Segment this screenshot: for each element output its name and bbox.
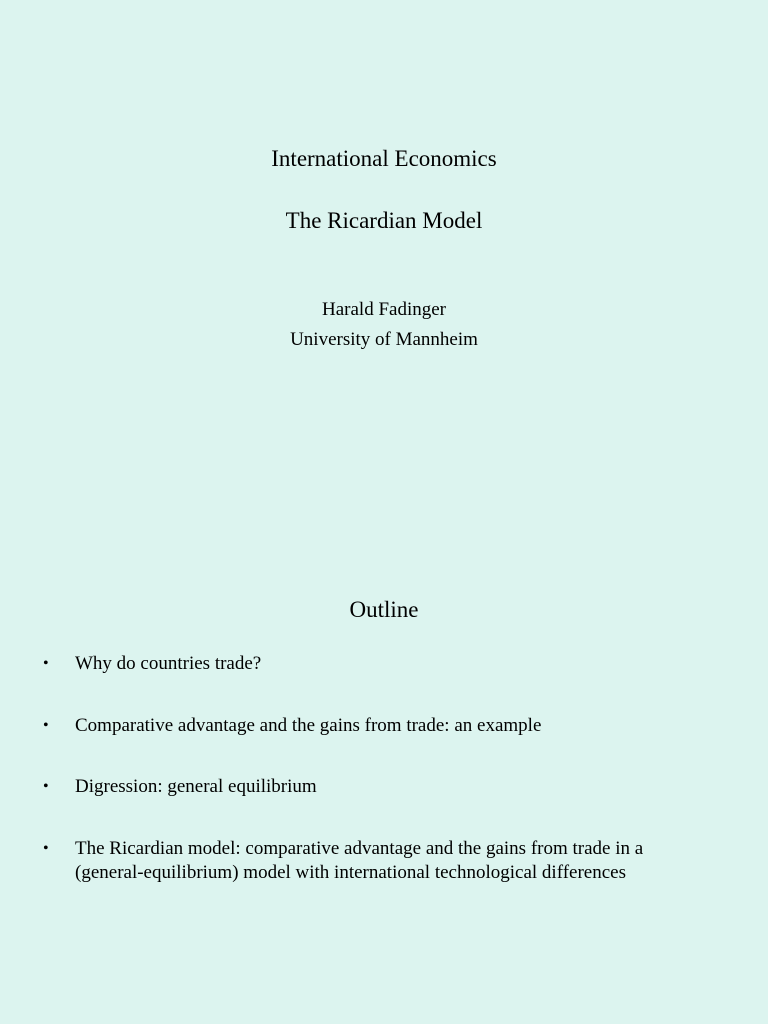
list-item-line: (general-equilibrium) model with international technological differences: [75, 862, 626, 883]
list-item-text: Comparative advantage and the gains from trade: an example: [75, 715, 542, 736]
list-item-text: Why do countries trade?: [75, 653, 262, 674]
bullet-icon: •: [43, 655, 49, 672]
outline-slide: [0, 512, 768, 1024]
bullet-icon: •: [43, 717, 49, 734]
list-item-text: Digression: general equilibrium: [75, 776, 317, 797]
list-item-line: The Ricardian model: comparative advantage and the gains from trade in a: [75, 838, 644, 859]
author-affiliation: University of Mannheim: [290, 329, 478, 350]
lecture-title: The Ricardian Model: [285, 208, 483, 233]
bullet-icon: •: [43, 778, 49, 795]
bullet-icon: •: [43, 840, 49, 857]
course-title: International Economics: [271, 146, 497, 171]
author-name: Harald Fadinger: [322, 299, 446, 320]
list-item-text: [75, 837, 735, 885]
outline-heading: Outline: [349, 597, 419, 622]
